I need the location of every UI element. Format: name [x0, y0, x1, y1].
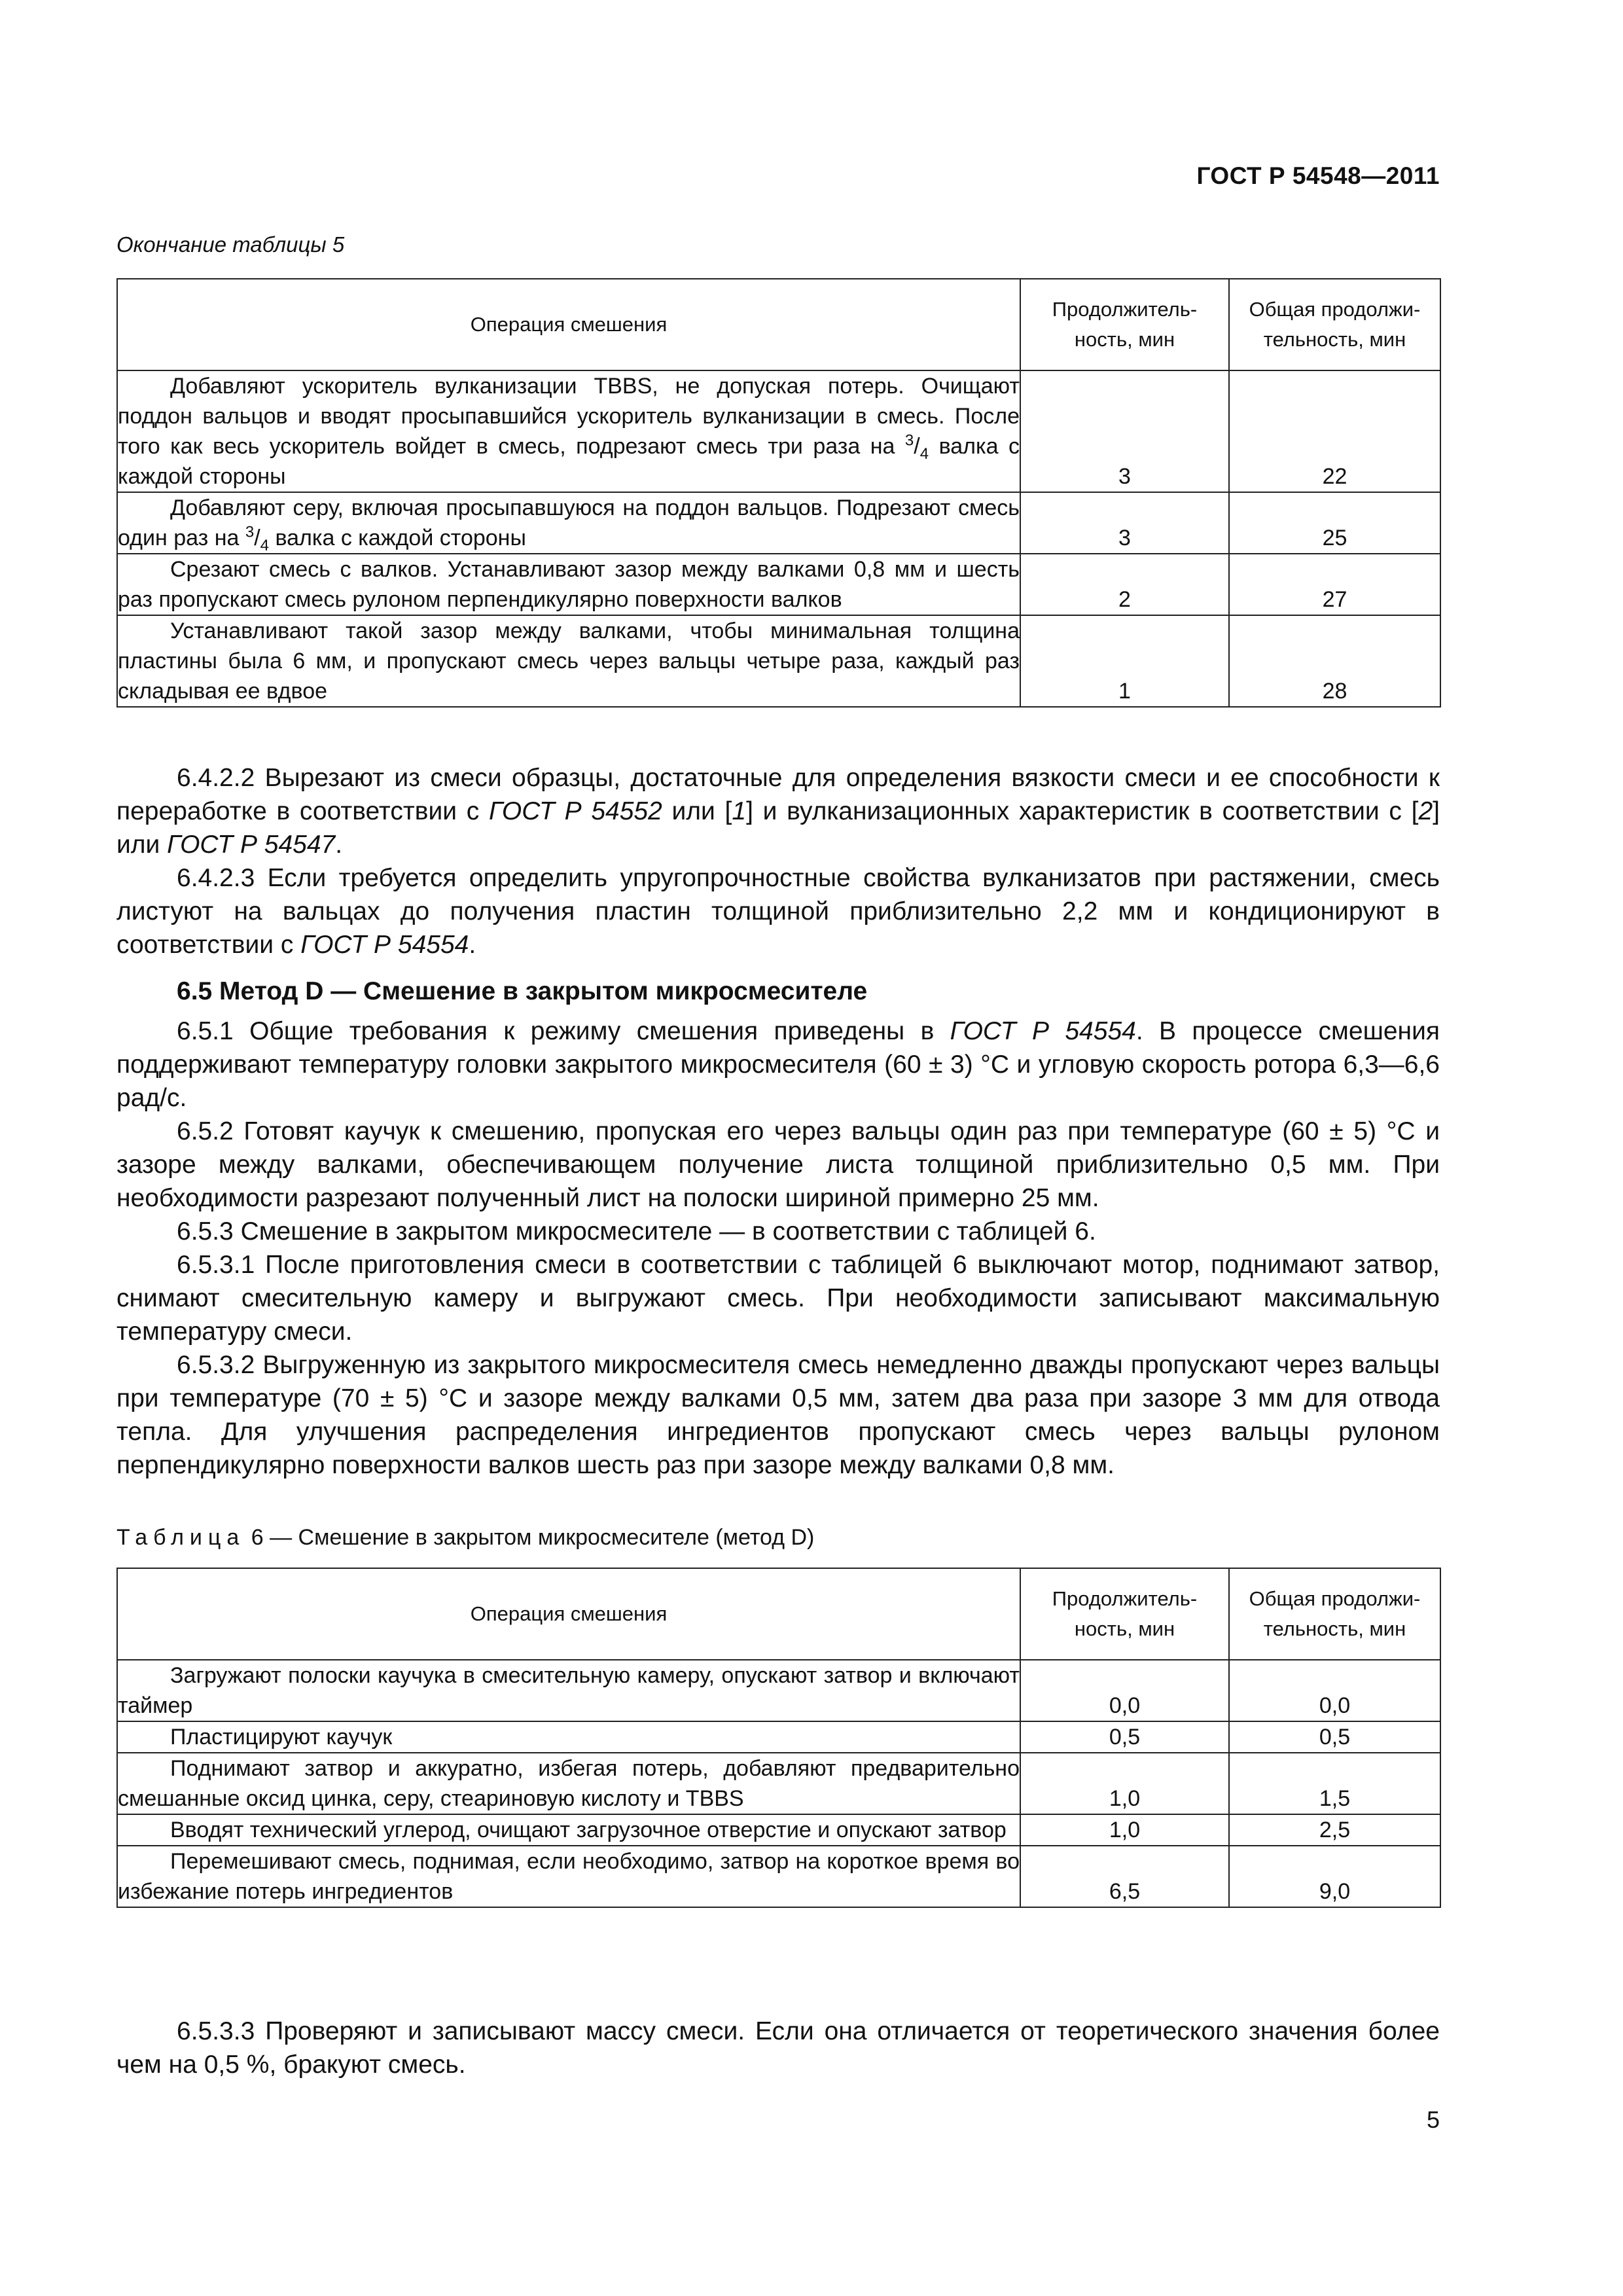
operation-cell	[117, 1721, 1020, 1753]
duration-cell: 1,0	[1020, 1814, 1229, 1846]
total-duration-cell: 27	[1229, 554, 1440, 615]
total-duration-cell: 25	[1229, 492, 1440, 554]
operation-text: Перемешивают смесь, поднимая, если необходимо, затвор на короткое время во избежание потерь ингредиентов	[118, 1849, 1020, 1904]
table-row	[117, 1753, 1440, 1814]
column-header-operation: Операция смешения	[117, 1568, 1020, 1660]
table-caption-label: Таблица	[116, 1525, 245, 1550]
operation-text: Срезают смесь с валков. Устанавливают зазор между валками 0,8 мм и шесть раз пропускают смесь рулоном перпендикулярно поверхности валков	[118, 557, 1020, 612]
paragraph-6-5-1: 6.5.1 Общие требования к режиму смешения приведены в ГОСТ Р 54554. В процессе смешения поддерживают температуру головки закрытого микросмесителя (60 ± 3) °С и угловую скорость ротора 6,3—6,6 рад/с.	[116, 1017, 1440, 1112]
duration-cell: 3	[1020, 370, 1229, 492]
operation-text: Добавляют серу, включая просыпавшуюся на поддон вальцов. Подрезают смесь один раз на	[118, 495, 1020, 550]
column-header-duration	[1020, 279, 1229, 370]
column-header-total-line2: тельность, мин	[1263, 328, 1406, 351]
operation-text: Поднимают затвор и аккуратно, избегая потерь, добавляют предварительно смешанные оксид цинка, серу, стеариновую кислоту и TBBS	[118, 1756, 1020, 1811]
duration-cell: 2	[1020, 554, 1229, 615]
table-row	[117, 1846, 1440, 1907]
operation-cell	[117, 492, 1020, 554]
paragraph-6-5-3-3: 6.5.3.3 Проверяют и записывают массу смеси. Если она отличается от теоретического значения более чем на 0,5 %, бракуют смесь.	[116, 2017, 1440, 2079]
total-duration-cell: 1,5	[1229, 1753, 1440, 1814]
table-row	[117, 1814, 1440, 1846]
column-header-total	[1229, 1568, 1440, 1660]
total-duration-cell: 2,5	[1229, 1814, 1440, 1846]
paragraph-6-5-3: 6.5.3 Смешение в закрытом микросмесителе — в соответствии с таблицей 6.	[177, 1217, 1096, 1246]
operation-cell	[117, 554, 1020, 615]
column-header-total-line1: Общая продолжи-	[1249, 298, 1421, 321]
section-heading-6-5: 6.5 Метод D — Смешение в закрытом микросмесителе	[177, 977, 868, 1005]
paragraph-6-4-2-3: 6.4.2.3 Если требуется определить упругопрочностные свойства вулканизатов при растяжении, смесь листуют на вальцах до получения пластин толщиной приблизительно 2,2 мм и кондиционируют в соответствии с ГОСТ Р 54554.	[116, 864, 1440, 959]
standard-reference-link: ГОСТ Р 54554	[300, 931, 469, 959]
table-row	[117, 370, 1440, 492]
bibliography-reference: 2	[1418, 797, 1433, 825]
duration-cell: 3	[1020, 492, 1229, 554]
operation-text: Загружают полоски каучука в смесительную камеру, опускают затвор и включают таймер	[118, 1663, 1020, 1718]
duration-cell: 0,5	[1020, 1721, 1229, 1753]
duration-cell: 6,5	[1020, 1846, 1229, 1907]
operation-cell	[117, 1846, 1020, 1907]
table-5-mixing-operations	[116, 278, 1441, 708]
table-6-closed-micromixer	[116, 1568, 1441, 1908]
standard-reference-link: ГОСТ Р 54552	[488, 797, 662, 825]
column-header-duration-line2: ность, мин	[1074, 328, 1175, 351]
fraction-separator: /	[914, 434, 920, 459]
total-duration-cell: 9,0	[1229, 1846, 1440, 1907]
column-header-duration	[1020, 1568, 1229, 1660]
column-header-duration-line1: Продолжитель-	[1052, 298, 1198, 321]
table-header-row	[117, 1568, 1440, 1660]
operation-text: Пластицируют каучук	[170, 1725, 393, 1749]
fraction-denominator: 4	[260, 536, 269, 554]
fraction-numerator: 3	[245, 523, 255, 541]
standard-designation: ГОСТ Р 54548—2011	[1196, 162, 1440, 189]
column-header-operation: Операция смешения	[117, 279, 1020, 370]
total-duration-cell: 28	[1229, 615, 1440, 707]
column-header-duration-line1: Продолжитель-	[1052, 1587, 1198, 1610]
total-duration-cell: 0,5	[1229, 1721, 1440, 1753]
operation-text: Устанавливают такой зазор между валками, чтобы минимальная толщина пластины была 6 мм, и пропускают смесь через вальцы четыре раза, каждый раз складывая ее вдвое	[118, 619, 1020, 704]
column-header-total	[1229, 279, 1440, 370]
paragraph-6-5-2: 6.5.2 Готовят каучук к смешению, пропуская его через вальцы один раз при температуре (60 ± 5) °С и зазоре между валками, обеспечивающем получение листа толщиной приблизительно 0,5 мм. При необходимости разрезают полученный лист на полоски шириной примерно 25 мм.	[116, 1117, 1440, 1212]
operation-cell	[117, 1814, 1020, 1846]
paragraph-6-5-3-2: 6.5.3.2 Выгруженную из закрытого микросмесителя смесь немедленно дважды пропускают через вальцы при температуре (70 ± 5) °С и зазоре между валками 0,5 мм, затем два раза при зазоре 3 мм для отвода тепла. Для улучшения распределения ингредиентов пропускают смесь через вальцы рулоном перпендикулярно поверхности валков шесть раз при зазоре между валками 0,8 мм.	[116, 1351, 1440, 1479]
operation-cell	[117, 1753, 1020, 1814]
closing-text-block	[116, 2015, 1440, 2081]
table-header-row	[117, 279, 1440, 370]
operation-text-end: валка с каждой стороны	[269, 526, 526, 550]
total-duration-cell: 22	[1229, 370, 1440, 492]
fraction-separator: /	[254, 526, 260, 550]
operation-text-end: валка с каждой стороны	[118, 434, 1020, 489]
main-text-block	[116, 761, 1440, 1482]
column-header-total-line1: Общая продолжи-	[1249, 1587, 1421, 1610]
table-continuation-label: Окончание таблицы 5	[116, 232, 345, 257]
operation-text: Вводят технический углерод, очищают загрузочное отверстие и опускают затвор	[170, 1818, 1007, 1842]
table-caption-title: 6 — Смешение в закрытом микросмесителе (метод D)	[245, 1525, 815, 1550]
operation-cell	[117, 1660, 1020, 1721]
operation-text: Добавляют ускоритель вулканизации TBBS, не допуская потерь. Очищают поддон вальцов и вводят просыпавшийся ускоритель вулканизации в смесь. После того как весь ускоритель войдет в смесь, подрезают смесь три раза на	[118, 374, 1020, 459]
column-header-total-line2: тельность, мин	[1263, 1617, 1406, 1640]
standard-reference-link: ГОСТ Р 54554	[950, 1017, 1136, 1045]
table-row	[117, 554, 1440, 615]
table-row	[117, 1660, 1440, 1721]
page-number: 5	[1426, 2106, 1440, 2133]
table-row	[117, 1721, 1440, 1753]
operation-cell	[117, 370, 1020, 492]
column-header-duration-line2: ность, мин	[1074, 1617, 1175, 1640]
duration-cell: 1,0	[1020, 1753, 1229, 1814]
bibliography-reference: 1	[732, 797, 747, 825]
duration-cell: 1	[1020, 615, 1229, 707]
duration-cell: 0,0	[1020, 1660, 1229, 1721]
paragraph-6-5-3-1: 6.5.3.1 После приготовления смеси в соответствии с таблицей 6 выключают мотор, поднимают затвор, снимают смесительную камеру и выгружают смесь. При необходимости записывают максимальную температуру смеси.	[116, 1251, 1440, 1346]
fraction-numerator: 3	[904, 431, 914, 450]
operation-cell	[117, 615, 1020, 707]
total-duration-cell: 0,0	[1229, 1660, 1440, 1721]
fraction-denominator: 4	[919, 444, 929, 463]
table-row	[117, 615, 1440, 707]
table-6-caption	[116, 1525, 814, 1551]
standard-reference-link: ГОСТ Р 54547	[167, 831, 336, 859]
paragraph-6-4-2-2: 6.4.2.2 Вырезают из смеси образцы, достаточные для определения вязкости смеси и ее способности к переработке в соответствии с ГОСТ Р 54552 или [1] и вулканизационных характеристик в соответствии с [2] или ГОСТ Р 54547.	[116, 764, 1440, 859]
table-row	[117, 492, 1440, 554]
